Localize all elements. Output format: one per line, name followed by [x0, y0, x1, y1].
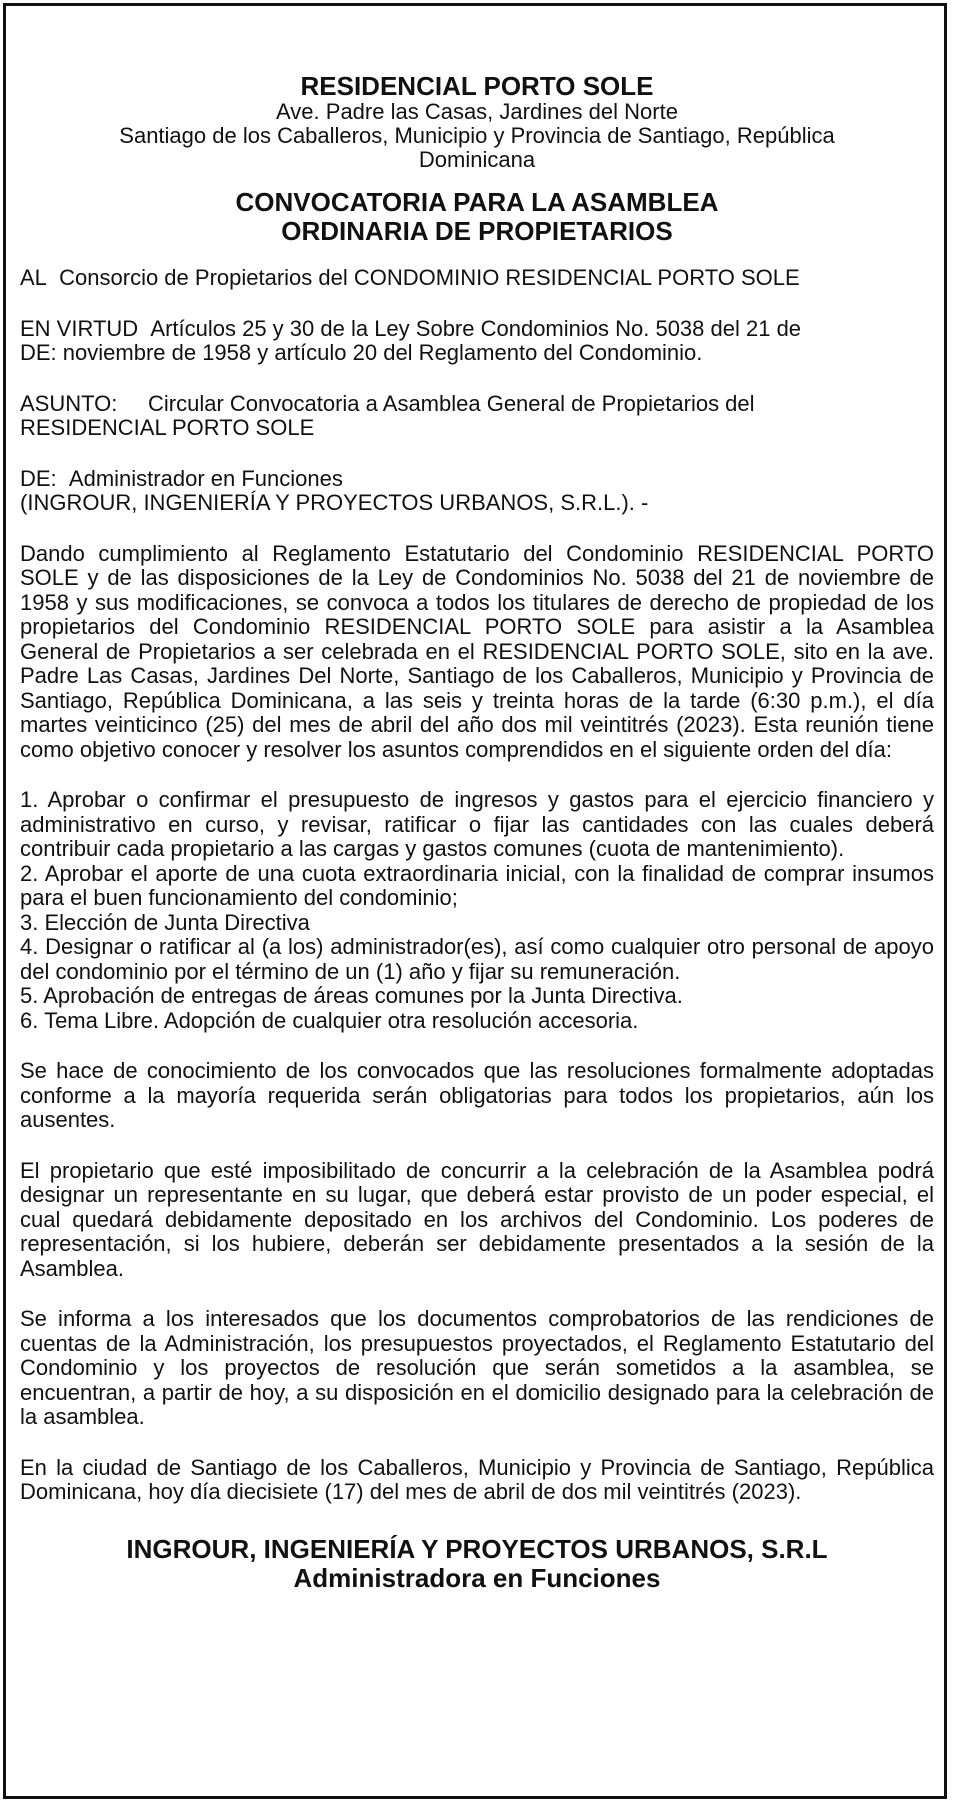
- de-line-1: [20, 467, 934, 492]
- convocatoria-heading: [20, 188, 934, 246]
- header: [20, 72, 934, 172]
- asunto-label: ASUNTO:: [20, 390, 118, 416]
- en-virtud-text-1: Artículos 25 y 30 de la Ley Sobre Condominios No. 5038 del 21 de: [150, 315, 802, 341]
- de-label: DE:: [20, 465, 57, 491]
- address-line-3: Dominicana: [418, 147, 536, 172]
- convocation-paragraph: Dando cumplimiento al Reglamento Estatutario del Condominio RESIDENCIAL PORTO SOLE y de las disposiciones de la Ley de Condominios No. 5038 del 21 de noviembre de 1958 y sus modificaciones, se convoca a todos los titulares de derecho de propiedad de los propietarios del Condominio RESIDENCIAL PORTO SOLE para asistir a la Asamblea General de Propietarios a ser celebrada en el RESIDENCIAL PORTO SOLE, sito en la ave. Padre Las Casas, Jardines Del Norte, Santiago de los Caballeros, Municipio y Provincia de Santiago, República Dominicana, a las seis y treinta horas de la tarde (6:30 p.m.), el día martes veinticinco (25) del mes de abril del año dos mil veintitrés (2023). Esta reunión tiene como objetivo conocer y resolver los asuntos comprendidos en el siguiente orden del día:: [20, 540, 934, 762]
- de-block: [20, 467, 934, 516]
- address-line-1: Ave. Padre las Casas, Jardines del Norte: [276, 99, 678, 124]
- de-text-1: Administrador en Funciones: [68, 465, 343, 491]
- agenda-item-4: 4. Designar o ratificar al (a los) administrador(es), así como cualquier otro personal de apoyo del condominio por el término de un (1) año y fijar su remuneración.: [20, 934, 934, 984]
- agenda-item-3: 3. Elección de Junta Directiva: [20, 909, 310, 935]
- al-label: AL: [20, 265, 47, 290]
- agenda-item-6: 6. Tema Libre. Adopción de cualquier otra resolución accesoria.: [20, 1007, 639, 1033]
- convocatoria-line-1: CONVOCATORIA PARA LA ASAMBLEA: [235, 187, 719, 217]
- agenda-item-1: 1. Aprobar o confirmar el presupuesto de ingresos y gastos para el ejercicio financiero y administrativo en curso, y revisar, ratificar o fijar las cantidades con las cuales deberá contribuir cada propietario a las cargas y gastos comunes (cuota de mantenimiento).: [20, 787, 934, 861]
- en-virtud-line-2: DE: noviembre de 1958 y artículo 20 del Reglamento del Condominio.: [20, 340, 703, 365]
- en-virtud-line-1: [20, 317, 934, 342]
- signature-block: [20, 1535, 934, 1593]
- agenda-item-5: 5. Aprobación de entregas de áreas comunes por la Junta Directiva.: [20, 983, 683, 1008]
- en-virtud-block: [20, 317, 934, 366]
- fecha-paragraph: En la ciudad de Santiago de los Caballeros, Municipio y Provincia de Santiago, República Dominicana, hoy día diecisiete (17) del mes de abril de dos mil veintitrés (2023).: [20, 1454, 934, 1504]
- address-line-2: Santiago de los Caballeros, Municipio y Provincia de Santiago, República: [119, 123, 835, 148]
- al-line: [20, 266, 934, 291]
- representante-paragraph: El propietario que esté imposibilitado de concurrir a la celebración de la Asamblea podrá designar un representante en su lugar, que deberá estar provisto de un poder especial, el cual quedará debidamente depositado en los archivos del Condominio. Los poderes de representación, si los hubiere, deberán ser debidamente presentados a la sesión de la Asamblea.: [20, 1157, 934, 1281]
- en-virtud-label: EN VIRTUD: [20, 315, 139, 341]
- al-text: Consorcio de Propietarios del CONDOMINIO RESIDENCIAL PORTO SOLE: [59, 265, 800, 290]
- asunto-text-1: Circular Convocatoria a Asamblea General de Propietarios del: [148, 390, 755, 416]
- agenda-list: [20, 788, 934, 1033]
- de-line-2: (INGROUR, INGENIERÍA Y PROYECTOS URBANOS, S.R.L.). -: [20, 490, 649, 515]
- notice-content: [20, 72, 934, 1593]
- asunto-line-2: RESIDENCIAL PORTO SOLE: [20, 415, 315, 440]
- asunto-block: [20, 392, 934, 441]
- documentos-paragraph: Se informa a los interesados que los documentos comprobatorios de las rendiciones de cuentas de la Administración, los presupuestos proyectados, el Reglamento Estatutario del Condominio y los proyectos de resolución que serán sometidos a la asamblea, se encuentran, a partir de hoy, a su disposición en el domicilio designado para la celebración de la asamblea.: [20, 1306, 934, 1429]
- company-role: Administradora en Funciones: [293, 1562, 661, 1593]
- resoluciones-paragraph: Se hace de conocimiento de los convocados que las resoluciones formalmente adoptadas conforme a la mayoría requerida serán obligatorias para todos los propietarios, aún los ausentes.: [20, 1058, 934, 1132]
- residence-title: RESIDENCIAL PORTO SOLE: [300, 71, 654, 101]
- convocatoria-line-2: ORDINARIA DE PROPIETARIOS: [281, 216, 673, 246]
- company-name: INGROUR, INGENIERÍA Y PROYECTOS URBANOS, S.R.L: [126, 1533, 828, 1564]
- agenda-item-2: 2. Aprobar el aporte de una cuota extraordinaria inicial, con la finalidad de comprar insumos para el buen funcionamiento del condominio;: [20, 860, 934, 910]
- asunto-line-1: [20, 392, 934, 417]
